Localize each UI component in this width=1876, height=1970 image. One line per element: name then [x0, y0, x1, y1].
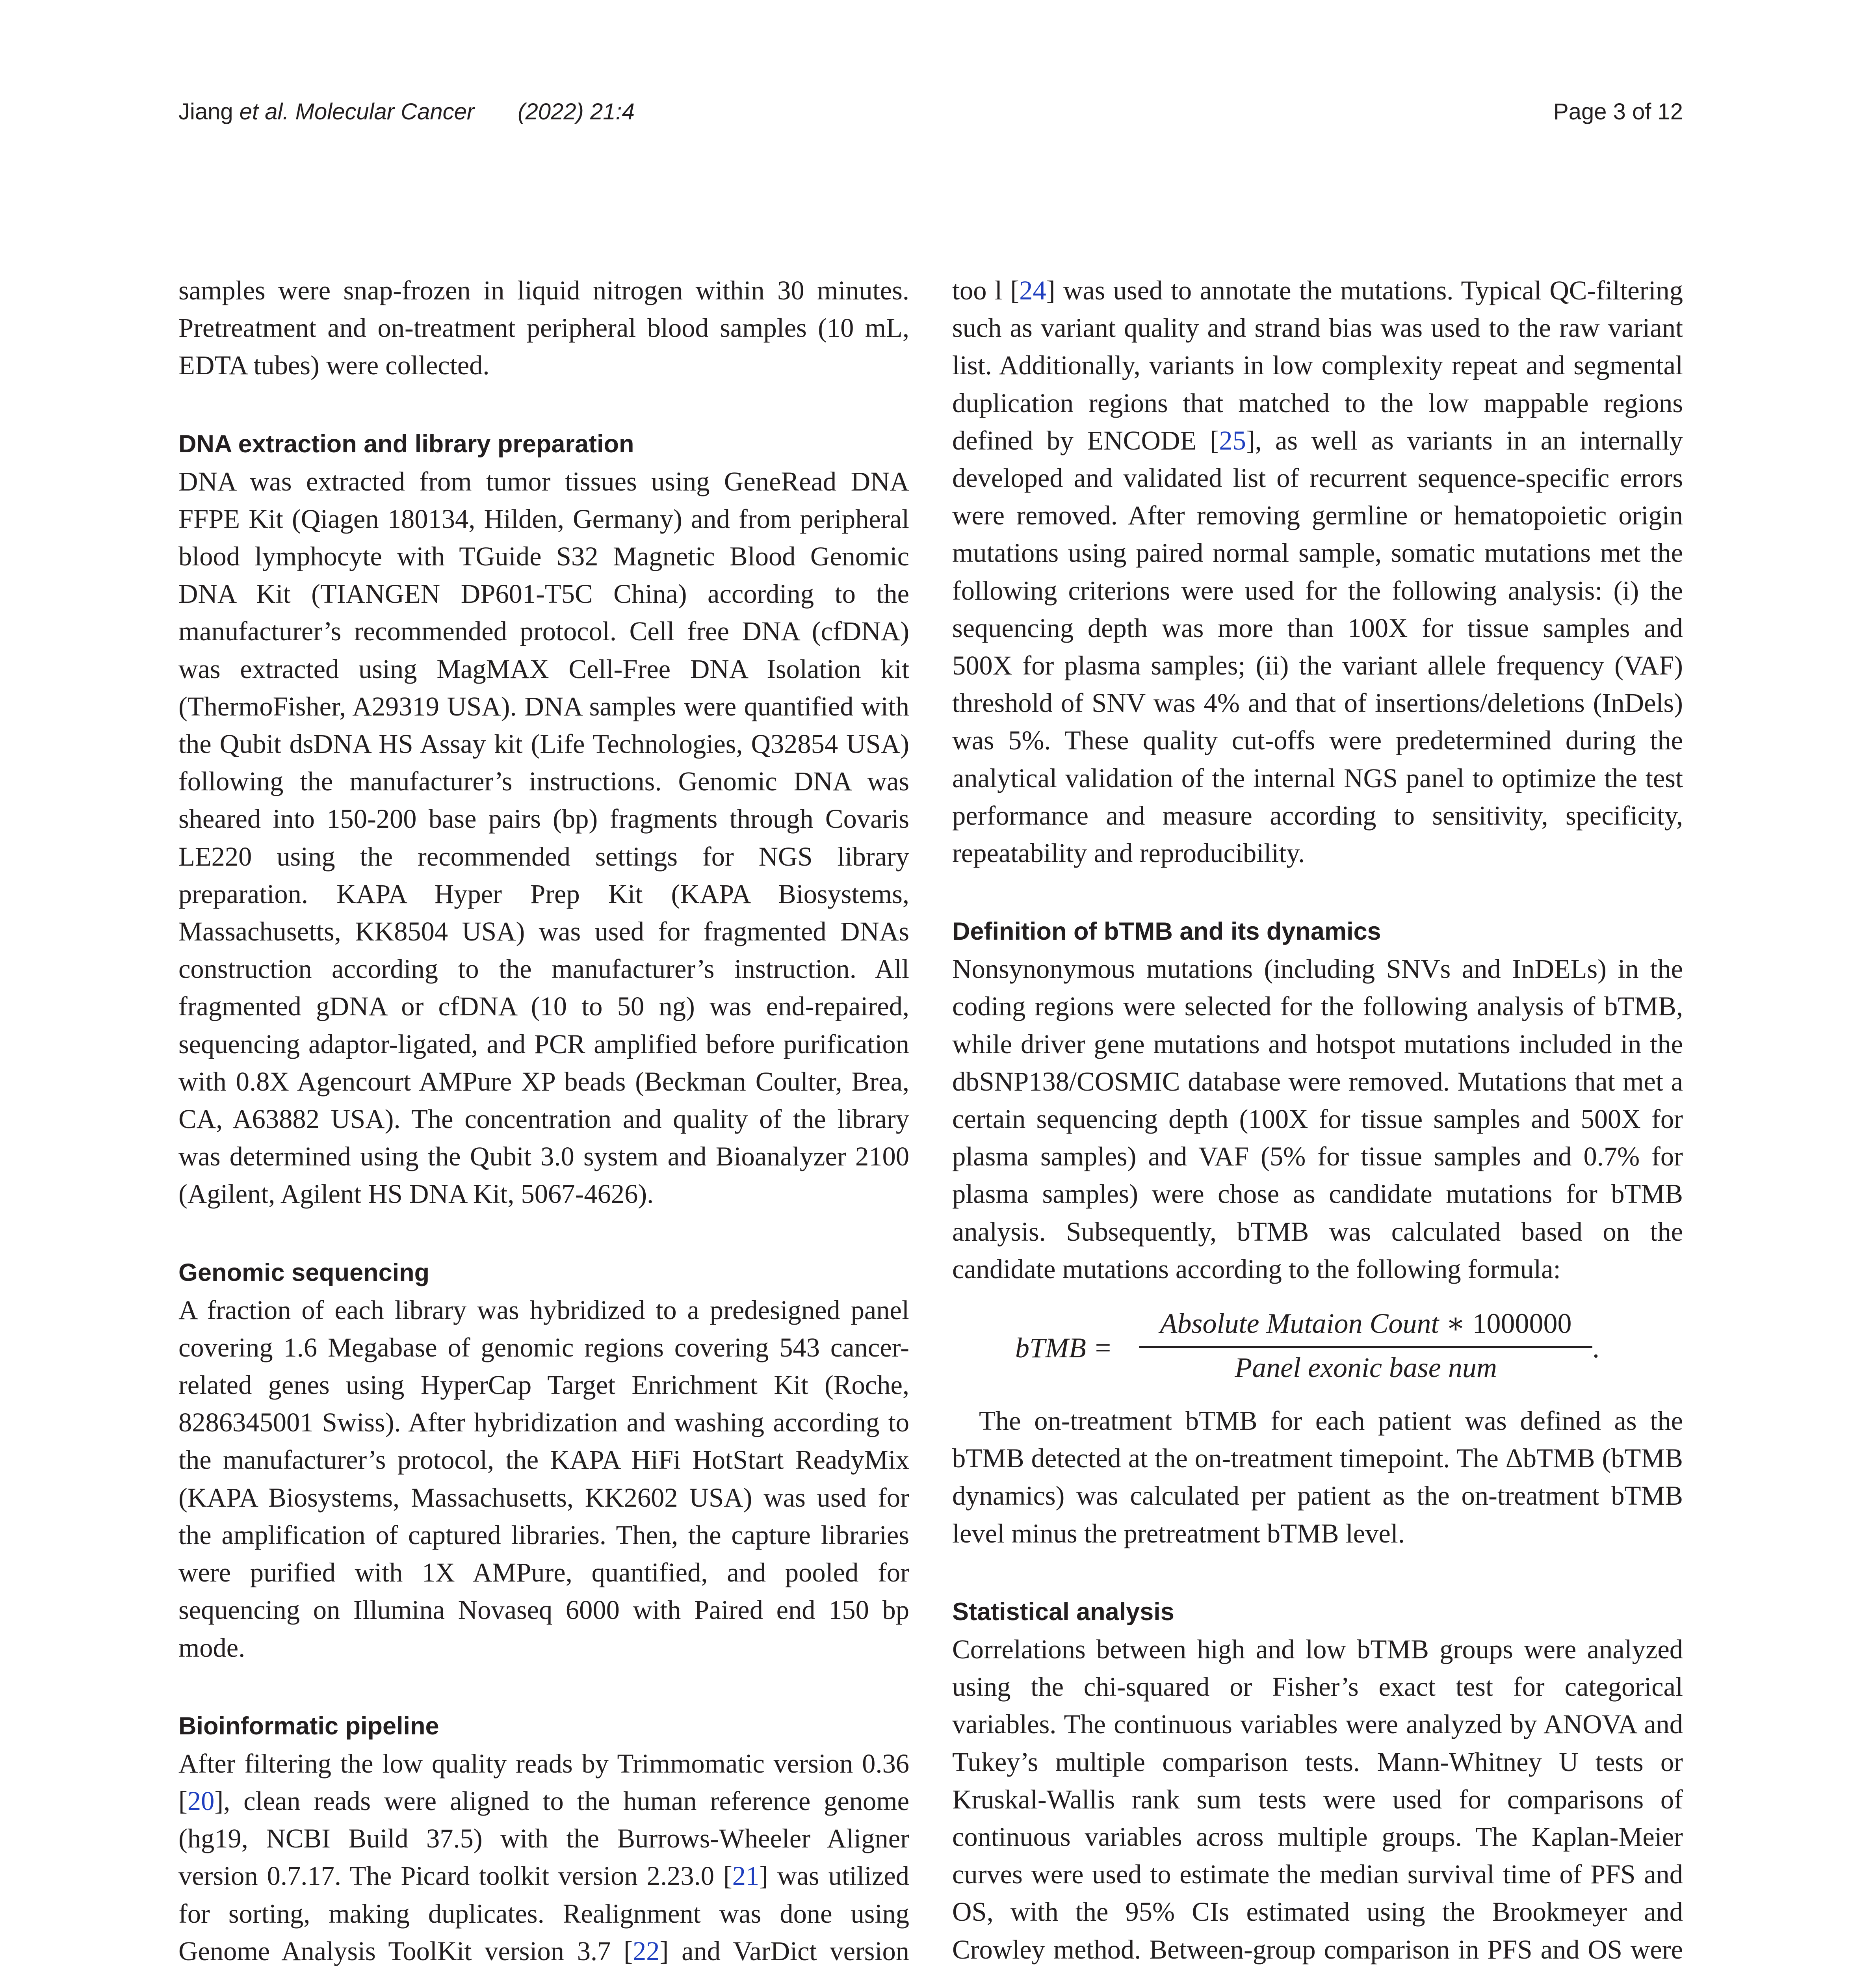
header-citation: [178, 98, 635, 125]
on-treatment-btmb-paragraph: The on-treatment bTMB for each patient was defined as the bTMB detected at the on-treatment timepoint. The ΔbTMB (bTMB dynamics) was calculated per patient as the on-treatment bTMB level minus the pretreatment bTMB level.: [952, 1406, 1683, 1548]
section-title-statistical-analysis: Statistical analysis: [952, 1598, 1174, 1626]
reference-link-20[interactable]: 20: [187, 1786, 215, 1816]
header-journal: Molecular Cancer: [295, 99, 475, 125]
right-column: [952, 272, 1683, 1970]
annovar-continuation-paragraph: too l [24] was used to annotate the mutations. Typical QC-filtering such as variant quality and strand bias was used to the raw variant list. Additionally, variants in low complexity repeat and segmental duplication regions that matched to the low mappable regions defined by ENCODE [25], as well as variants in an internally developed and validated list of recurrent sequence-specific errors were removed. After removing germline or hematopoietic origin mutations using paired normal sample, somatic mutations met the following criterions were used for the following analysis: (i) the sequencing depth was more than 100X for tissue samples and 500X for plasma samples; (ii) the variant allele frequency (VAF) threshold of SNV was 4% and that of insertions/deletions (InDels) was 5%. These quality cut-offs were predetermined during the analytical validation of the internal NGS panel to optimize the test performance and measure according to sensitivity, specificity, repeatability and reproducibility.: [952, 275, 1683, 868]
header-authors: Jiang: [178, 99, 233, 125]
formula-period: .: [1592, 1332, 1599, 1364]
section-title-genomic-sequencing: Genomic sequencing: [178, 1258, 430, 1286]
genomic-sequencing-paragraph: A fraction of each library was hybridized to a predesigned panel covering 1.6 Megabase of genomic regions covering 543 cancer-related genes using HyperCap Target Enrichment Kit (Roche, 8286345001 Swiss). After hybridization and washing according to the manufacturer’s protocol, the KAPA HiFi HotStart ReadyMix (KAPA Biosystems, Massachusetts, KK2602 USA) was used for the amplification of captured libraries. Then, the capture libraries were purified with 1X AMPure, quantified, and pooled for sequencing on Illumina Novaseq 6000 with Paired end 150 bp mode.: [178, 1295, 909, 1663]
section-title-btmb-definition: Definition of bTMB and its dynamics: [952, 918, 1381, 946]
intro-paragraph: samples were snap-frozen in liquid nitrogen within 30 minutes. Pretreatment and on-treatment peripheral blood samples (10 mL, EDTA tubes) were collected.: [178, 275, 909, 381]
left-column: [178, 272, 909, 1970]
dna-extraction-paragraph: DNA was extracted from tumor tissues using GeneRead DNA FFPE Kit (Qiagen 180134, Hilden, Germany) and from peripheral blood lymphocyte with TGuide S32 Magnetic Blood Genomic DNA Kit (TIANGEN DP601-T5C China) according to the manufacturer’s recommended protocol. Cell free DNA (cfDNA) was extracted using MagMAX Cell-Free DNA Isolation kit (ThermoFisher, A29319 USA). DNA samples were quantified with the Qubit dsDNA HS Assay kit (Life Technologies, Q32854 USA) following the manufacturer’s instructions. Genomic DNA was sheared into 150-200 base pairs (bp) fragments through Covaris LE220 using the recommended settings for NGS library preparation. KAPA Hyper Prep Kit (KAPA Biosystems, Massachusetts, KK8504 USA) was used for fragmented DNAs construction according to the manufacturer’s instruction. All fragmented gDNA or cfDNA (10 to 50 ng) was end-repaired, sequencing adaptor-ligated, and PCR amplified before purification with 0.8X Agencourt AMPure XP beads (Beckman Coulter, Brea, CA, A63882 USA). The concentration and quality of the library was determined using the Qubit 3.0 system and Bioanalyzer 2100 (Agilent, Agilent HS DNA Kit, 5067-4626).: [178, 466, 909, 1209]
formula-lhs: bTMB =: [1015, 1332, 1113, 1364]
btmb-formula: [952, 1296, 1683, 1402]
formula-denominator: Panel exonic base num: [1235, 1352, 1497, 1384]
statistical-analysis-paragraph: Correlations between high and low bTMB groups were analyzed using the chi-squared or Fisher’s exact test for categorical variables. The continuous variables were analyzed by ANOVA and Tukey’s multiple comparison tests. Mann-Whitney U tests or Kruskal-Wallis rank sum tests were used for comparisons of continuous variables across multiple groups. The Kaplan-Meier curves were used to estimate the median survival time of PFS and OS, with the 95% CIs estimated using the Brookmeyer and Crowley method. Between-group comparison in PFS and OS were: [952, 1634, 1683, 1964]
bioinformatic-paragraph: After filtering the low quality reads by Trimmomatic version 0.36 [20], clean reads were aligned to the human reference genome (hg19, NCBI Build 37.5) with the Burrows-Wheeler Aligner version 0.7.17. The Picard toolkit version 2.23.0 [21] was utilized for sorting, making duplicates. Realignment was done using Genome Analysis ToolKit version 3.7 [22] and VarDict version: [178, 1748, 910, 1966]
formula-numerator: Absolute Mutaion Count ∗ 1000000: [1160, 1308, 1572, 1340]
running-header: [178, 98, 1683, 134]
btmb-definition-paragraph: Nonsynonymous mutations (including SNVs and InDELs) in the coding regions were selected for the following analysis of bTMB, while driver gene mutations and hotspot mutations included in the dbSNP138/COSMIC database were removed. Mutations that met a certain sequencing depth (100X for tissue samples and 500X for plasma samples) and VAF (5% for tissue samples and 0.7% for plasma samples) were chose as candidate mutations for bTMB analysis. Subsequently, bTMB was calculated based on the candidate mutations according to the following formula:: [952, 954, 1683, 1284]
header-volume: (2022) 21:4: [518, 99, 635, 125]
reference-link-22[interactable]: 22: [632, 1936, 660, 1966]
section-title-bioinformatic-pipeline: Bioinformatic pipeline: [178, 1712, 439, 1740]
reference-link-25[interactable]: 25: [1219, 425, 1246, 455]
header-etal: et al.: [239, 99, 289, 125]
reference-link-21[interactable]: 21: [732, 1861, 760, 1891]
section-title-dna-extraction: DNA extraction and library preparation: [178, 430, 634, 458]
reference-link-24[interactable]: 24: [1019, 275, 1046, 305]
header-page-number: Page 3 of 12: [1553, 99, 1683, 125]
